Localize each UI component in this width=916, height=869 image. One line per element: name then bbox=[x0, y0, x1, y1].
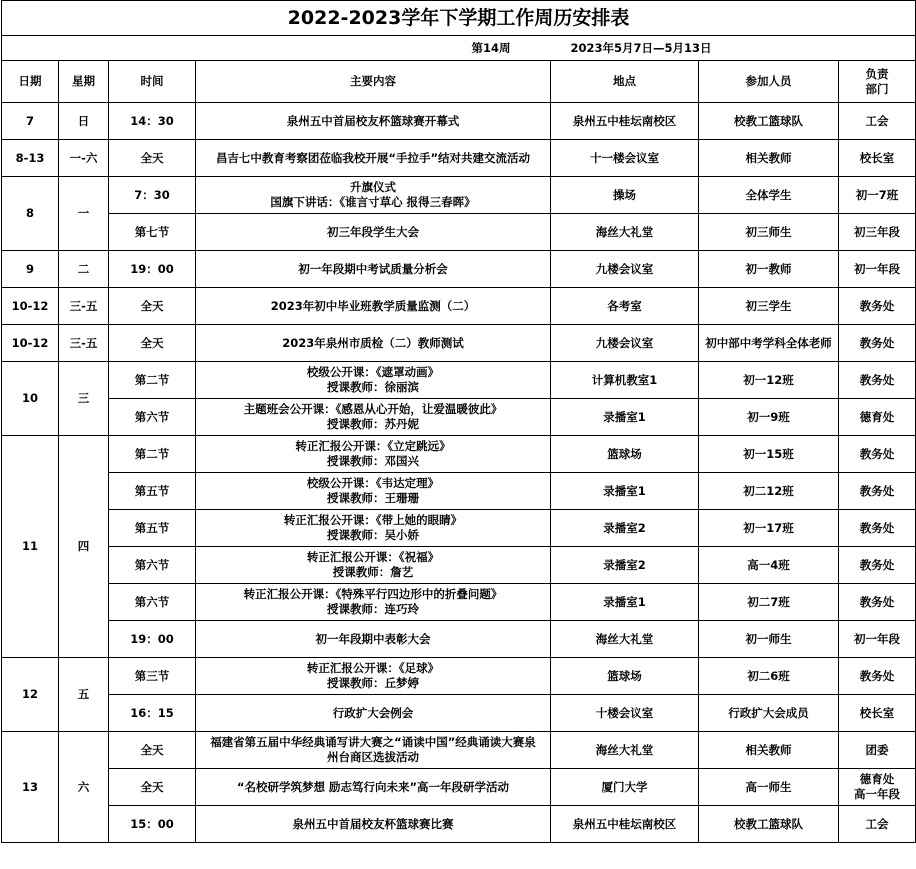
week-info-row bbox=[2, 36, 916, 61]
table-row bbox=[2, 547, 916, 584]
dept-cell bbox=[839, 658, 916, 695]
table-row bbox=[2, 103, 916, 140]
header-row bbox=[2, 61, 916, 103]
content-cell bbox=[196, 177, 551, 214]
content-cell bbox=[196, 103, 551, 140]
content-cell bbox=[196, 288, 551, 325]
dept-cell bbox=[839, 103, 916, 140]
weekday-cell: 五 bbox=[59, 658, 109, 732]
content-cell bbox=[196, 510, 551, 547]
time-cell: 全天 bbox=[109, 325, 196, 362]
weekday-cell: 三-五 bbox=[59, 325, 109, 362]
dept-line: 德育处 bbox=[859, 409, 895, 424]
header-weekday: 星期 bbox=[59, 61, 109, 103]
place-cell: 十一楼会议室 bbox=[551, 140, 699, 177]
content-line: 授课教师：吴小娇 bbox=[327, 528, 419, 542]
dept-cell bbox=[839, 695, 916, 732]
content-line: 初三年段学生大会 bbox=[327, 224, 419, 239]
content-cell bbox=[196, 399, 551, 436]
header-place: 地点 bbox=[551, 61, 699, 103]
date-cell: 10-12 bbox=[2, 288, 59, 325]
content-line: 2023年初中毕业班教学质量监测（二） bbox=[270, 298, 476, 313]
date-cell: 11 bbox=[2, 436, 59, 658]
date-cell: 8 bbox=[2, 177, 59, 251]
content-cell bbox=[196, 621, 551, 658]
dept-line: 工会 bbox=[865, 816, 889, 831]
date-cell: 10-12 bbox=[2, 325, 59, 362]
content-cell bbox=[196, 473, 551, 510]
people-cell: 初一9班 bbox=[699, 399, 839, 436]
time-cell: 第五节 bbox=[109, 510, 196, 547]
dept-line: 教务处 bbox=[859, 668, 895, 683]
people-cell: 初一15班 bbox=[699, 436, 839, 473]
place-cell: 录播室2 bbox=[551, 547, 699, 584]
dept-line: 教务处 bbox=[859, 335, 895, 350]
date-cell: 13 bbox=[2, 732, 59, 843]
place-cell: 海丝大礼堂 bbox=[551, 621, 699, 658]
dept-cell bbox=[839, 806, 916, 843]
content-line: 福建省第五届中华经典诵写讲大赛之“诵读中国”经典诵读大赛泉 bbox=[210, 735, 536, 749]
time-cell: 第七节 bbox=[109, 214, 196, 251]
title-row bbox=[2, 1, 916, 36]
dept-cell bbox=[839, 436, 916, 473]
week-label: 第14周 bbox=[2, 36, 551, 61]
dept-line: 教务处 bbox=[859, 520, 895, 535]
dept-line: 初一年段 bbox=[854, 631, 900, 646]
table-row bbox=[2, 288, 916, 325]
place-cell: 录播室2 bbox=[551, 510, 699, 547]
people-cell: 全体学生 bbox=[699, 177, 839, 214]
table-row bbox=[2, 362, 916, 399]
dept-line: 教务处 bbox=[859, 372, 895, 387]
content-line: 校级公开课：《韦达定理》 bbox=[306, 476, 440, 490]
people-cell: 高一师生 bbox=[699, 769, 839, 806]
content-line: 泉州五中首届校友杯篮球赛开幕式 bbox=[286, 113, 460, 128]
date-cell: 7 bbox=[2, 103, 59, 140]
dept-cell bbox=[839, 214, 916, 251]
content-line: 转正汇报公开课：《带上她的眼睛》 bbox=[283, 513, 463, 527]
people-cell: 相关教师 bbox=[699, 732, 839, 769]
header-people: 参加人员 bbox=[699, 61, 839, 103]
content-cell bbox=[196, 769, 551, 806]
people-cell: 初一师生 bbox=[699, 621, 839, 658]
table-row bbox=[2, 399, 916, 436]
place-cell: 计算机教室1 bbox=[551, 362, 699, 399]
place-cell: 厦门大学 bbox=[551, 769, 699, 806]
table-row bbox=[2, 325, 916, 362]
date-cell: 9 bbox=[2, 251, 59, 288]
content-line: 授课教师：连巧玲 bbox=[327, 602, 419, 616]
dept-line: 初一年段 bbox=[854, 261, 900, 276]
table-row bbox=[2, 584, 916, 621]
dept-cell bbox=[839, 251, 916, 288]
people-cell: 初一教师 bbox=[699, 251, 839, 288]
table-row bbox=[2, 732, 916, 769]
dept-cell bbox=[839, 362, 916, 399]
table-row bbox=[2, 214, 916, 251]
dept-line: 初一7班 bbox=[855, 187, 899, 202]
time-cell: 全天 bbox=[109, 288, 196, 325]
place-cell: 录播室1 bbox=[551, 399, 699, 436]
dept-line: 教务处 bbox=[859, 298, 895, 313]
time-cell: 16：15 bbox=[109, 695, 196, 732]
dept-cell bbox=[839, 288, 916, 325]
content-line: “名校研学筑梦想 励志笃行向未来”高一年段研学活动 bbox=[236, 779, 510, 794]
place-cell: 海丝大礼堂 bbox=[551, 732, 699, 769]
dept-cell bbox=[839, 769, 916, 806]
time-cell: 15：00 bbox=[109, 806, 196, 843]
place-cell: 海丝大礼堂 bbox=[551, 214, 699, 251]
place-cell: 九楼会议室 bbox=[551, 325, 699, 362]
content-cell bbox=[196, 325, 551, 362]
weekday-cell: 三 bbox=[59, 362, 109, 436]
weekday-cell: 日 bbox=[59, 103, 109, 140]
content-cell bbox=[196, 436, 551, 473]
time-cell: 14：30 bbox=[109, 103, 196, 140]
time-cell: 7：30 bbox=[109, 177, 196, 214]
date-range: 2023年5月7日—5月13日 bbox=[551, 36, 916, 61]
place-cell: 十楼会议室 bbox=[551, 695, 699, 732]
content-line: 昌吉七中教育考察团莅临我校开展“手拉手”结对共建交流活动 bbox=[215, 150, 531, 165]
content-line: 州台商区选拔活动 bbox=[327, 750, 419, 764]
content-line: 初一年段期中表彰大会 bbox=[315, 631, 431, 646]
date-cell: 10 bbox=[2, 362, 59, 436]
content-cell bbox=[196, 140, 551, 177]
people-cell: 初三学生 bbox=[699, 288, 839, 325]
table-row bbox=[2, 695, 916, 732]
people-cell: 高一4班 bbox=[699, 547, 839, 584]
dept-line: 校长室 bbox=[859, 705, 895, 720]
people-cell: 初一12班 bbox=[699, 362, 839, 399]
dept-line: 德育处 bbox=[859, 772, 895, 786]
content-cell bbox=[196, 658, 551, 695]
content-line: 初一年段期中考试质量分析会 bbox=[298, 261, 448, 276]
dept-cell bbox=[839, 547, 916, 584]
content-cell bbox=[196, 695, 551, 732]
table-row bbox=[2, 621, 916, 658]
weekday-cell: 一-六 bbox=[59, 140, 109, 177]
content-line: 授课教师：邓国兴 bbox=[327, 454, 419, 468]
dept-line: 初三年段 bbox=[854, 224, 900, 239]
table-row bbox=[2, 473, 916, 510]
content-line: 转正汇报公开课：《祝福》 bbox=[306, 550, 440, 564]
date-cell: 8-13 bbox=[2, 140, 59, 177]
page-title: 2022-2023学年下学期工作周历安排表 bbox=[2, 1, 916, 36]
content-line: 2023年泉州市质检（二）教师测试 bbox=[282, 335, 464, 350]
content-cell bbox=[196, 362, 551, 399]
dept-line: 校长室 bbox=[859, 150, 895, 165]
header-date: 日期 bbox=[2, 61, 59, 103]
place-cell: 操场 bbox=[551, 177, 699, 214]
time-cell: 第六节 bbox=[109, 547, 196, 584]
content-line: 升旗仪式 bbox=[350, 180, 396, 194]
content-cell bbox=[196, 806, 551, 843]
people-cell: 校教工篮球队 bbox=[699, 103, 839, 140]
time-cell: 全天 bbox=[109, 732, 196, 769]
dept-cell bbox=[839, 510, 916, 547]
content-line: 主题班会公开课：《感恩从心开始，让爱温暖彼此》 bbox=[243, 402, 503, 416]
content-line: 泉州五中首届校友杯篮球赛比赛 bbox=[292, 816, 454, 831]
people-cell: 相关教师 bbox=[699, 140, 839, 177]
people-cell: 初二6班 bbox=[699, 658, 839, 695]
time-cell: 第六节 bbox=[109, 399, 196, 436]
place-cell: 泉州五中桂坛南校区 bbox=[551, 806, 699, 843]
table-row bbox=[2, 436, 916, 473]
time-cell: 第二节 bbox=[109, 362, 196, 399]
content-line: 授课教师：丘梦婷 bbox=[327, 676, 419, 690]
weekday-cell: 六 bbox=[59, 732, 109, 843]
people-cell: 初二7班 bbox=[699, 584, 839, 621]
content-line: 转正汇报公开课：《立定跳远》 bbox=[295, 439, 451, 453]
place-cell: 录播室1 bbox=[551, 584, 699, 621]
dept-line: 教务处 bbox=[859, 483, 895, 498]
weekday-cell: 三-五 bbox=[59, 288, 109, 325]
time-cell: 全天 bbox=[109, 769, 196, 806]
people-cell: 初中部中考学科全体老师 bbox=[699, 325, 839, 362]
content-line: 转正汇报公开课：《足球》 bbox=[306, 661, 440, 675]
table-row bbox=[2, 140, 916, 177]
dept-cell bbox=[839, 177, 916, 214]
table-row bbox=[2, 510, 916, 547]
place-cell: 九楼会议室 bbox=[551, 251, 699, 288]
weekday-cell: 二 bbox=[59, 251, 109, 288]
content-cell bbox=[196, 584, 551, 621]
content-line: 授课教师：苏丹妮 bbox=[327, 417, 419, 431]
time-cell: 第三节 bbox=[109, 658, 196, 695]
place-cell: 篮球场 bbox=[551, 658, 699, 695]
time-cell: 第六节 bbox=[109, 584, 196, 621]
header-time: 时间 bbox=[109, 61, 196, 103]
place-cell: 篮球场 bbox=[551, 436, 699, 473]
place-cell: 各考室 bbox=[551, 288, 699, 325]
table-row bbox=[2, 177, 916, 214]
content-cell bbox=[196, 251, 551, 288]
time-cell: 全天 bbox=[109, 140, 196, 177]
schedule-table bbox=[1, 0, 916, 843]
time-cell: 第五节 bbox=[109, 473, 196, 510]
dept-line: 教务处 bbox=[859, 594, 895, 609]
table-row bbox=[2, 806, 916, 843]
header-dept-line: 负责 bbox=[865, 66, 889, 81]
people-cell: 初一17班 bbox=[699, 510, 839, 547]
dept-line: 团委 bbox=[865, 742, 889, 757]
people-cell: 初三师生 bbox=[699, 214, 839, 251]
dept-line: 教务处 bbox=[859, 446, 895, 461]
place-cell: 录播室1 bbox=[551, 473, 699, 510]
time-cell: 第二节 bbox=[109, 436, 196, 473]
people-cell: 行政扩大会成员 bbox=[699, 695, 839, 732]
people-cell: 校教工篮球队 bbox=[699, 806, 839, 843]
content-line: 转正汇报公开课：《特殊平行四边形中的折叠问题》 bbox=[243, 587, 503, 601]
date-cell: 12 bbox=[2, 658, 59, 732]
table-row bbox=[2, 658, 916, 695]
content-line: 国旗下讲话：《谁言寸草心 报得三春晖》 bbox=[270, 195, 476, 209]
content-line: 校级公开课：《遮罩动画》 bbox=[306, 365, 440, 379]
content-line: 授课教师：徐丽滨 bbox=[327, 380, 419, 394]
header-content: 主要内容 bbox=[196, 61, 551, 103]
dept-cell bbox=[839, 140, 916, 177]
content-cell bbox=[196, 214, 551, 251]
weekday-cell: 一 bbox=[59, 177, 109, 251]
time-cell: 19：00 bbox=[109, 251, 196, 288]
dept-cell bbox=[839, 325, 916, 362]
dept-cell bbox=[839, 584, 916, 621]
content-line: 行政扩大会例会 bbox=[332, 705, 414, 720]
dept-line: 高一年段 bbox=[854, 787, 900, 801]
content-cell bbox=[196, 547, 551, 584]
dept-cell bbox=[839, 621, 916, 658]
table-row bbox=[2, 251, 916, 288]
header-dept bbox=[839, 61, 916, 103]
time-cell: 19：00 bbox=[109, 621, 196, 658]
dept-line: 工会 bbox=[865, 113, 889, 128]
people-cell: 初二12班 bbox=[699, 473, 839, 510]
dept-cell bbox=[839, 473, 916, 510]
table-row bbox=[2, 769, 916, 806]
header-dept-line: 部门 bbox=[865, 81, 889, 96]
dept-cell bbox=[839, 732, 916, 769]
content-line: 授课教师：詹艺 bbox=[332, 565, 414, 579]
content-cell bbox=[196, 732, 551, 769]
dept-cell bbox=[839, 399, 916, 436]
place-cell: 泉州五中桂坛南校区 bbox=[551, 103, 699, 140]
weekday-cell: 四 bbox=[59, 436, 109, 658]
content-line: 授课教师：王珊珊 bbox=[327, 491, 419, 505]
dept-line: 教务处 bbox=[859, 557, 895, 572]
